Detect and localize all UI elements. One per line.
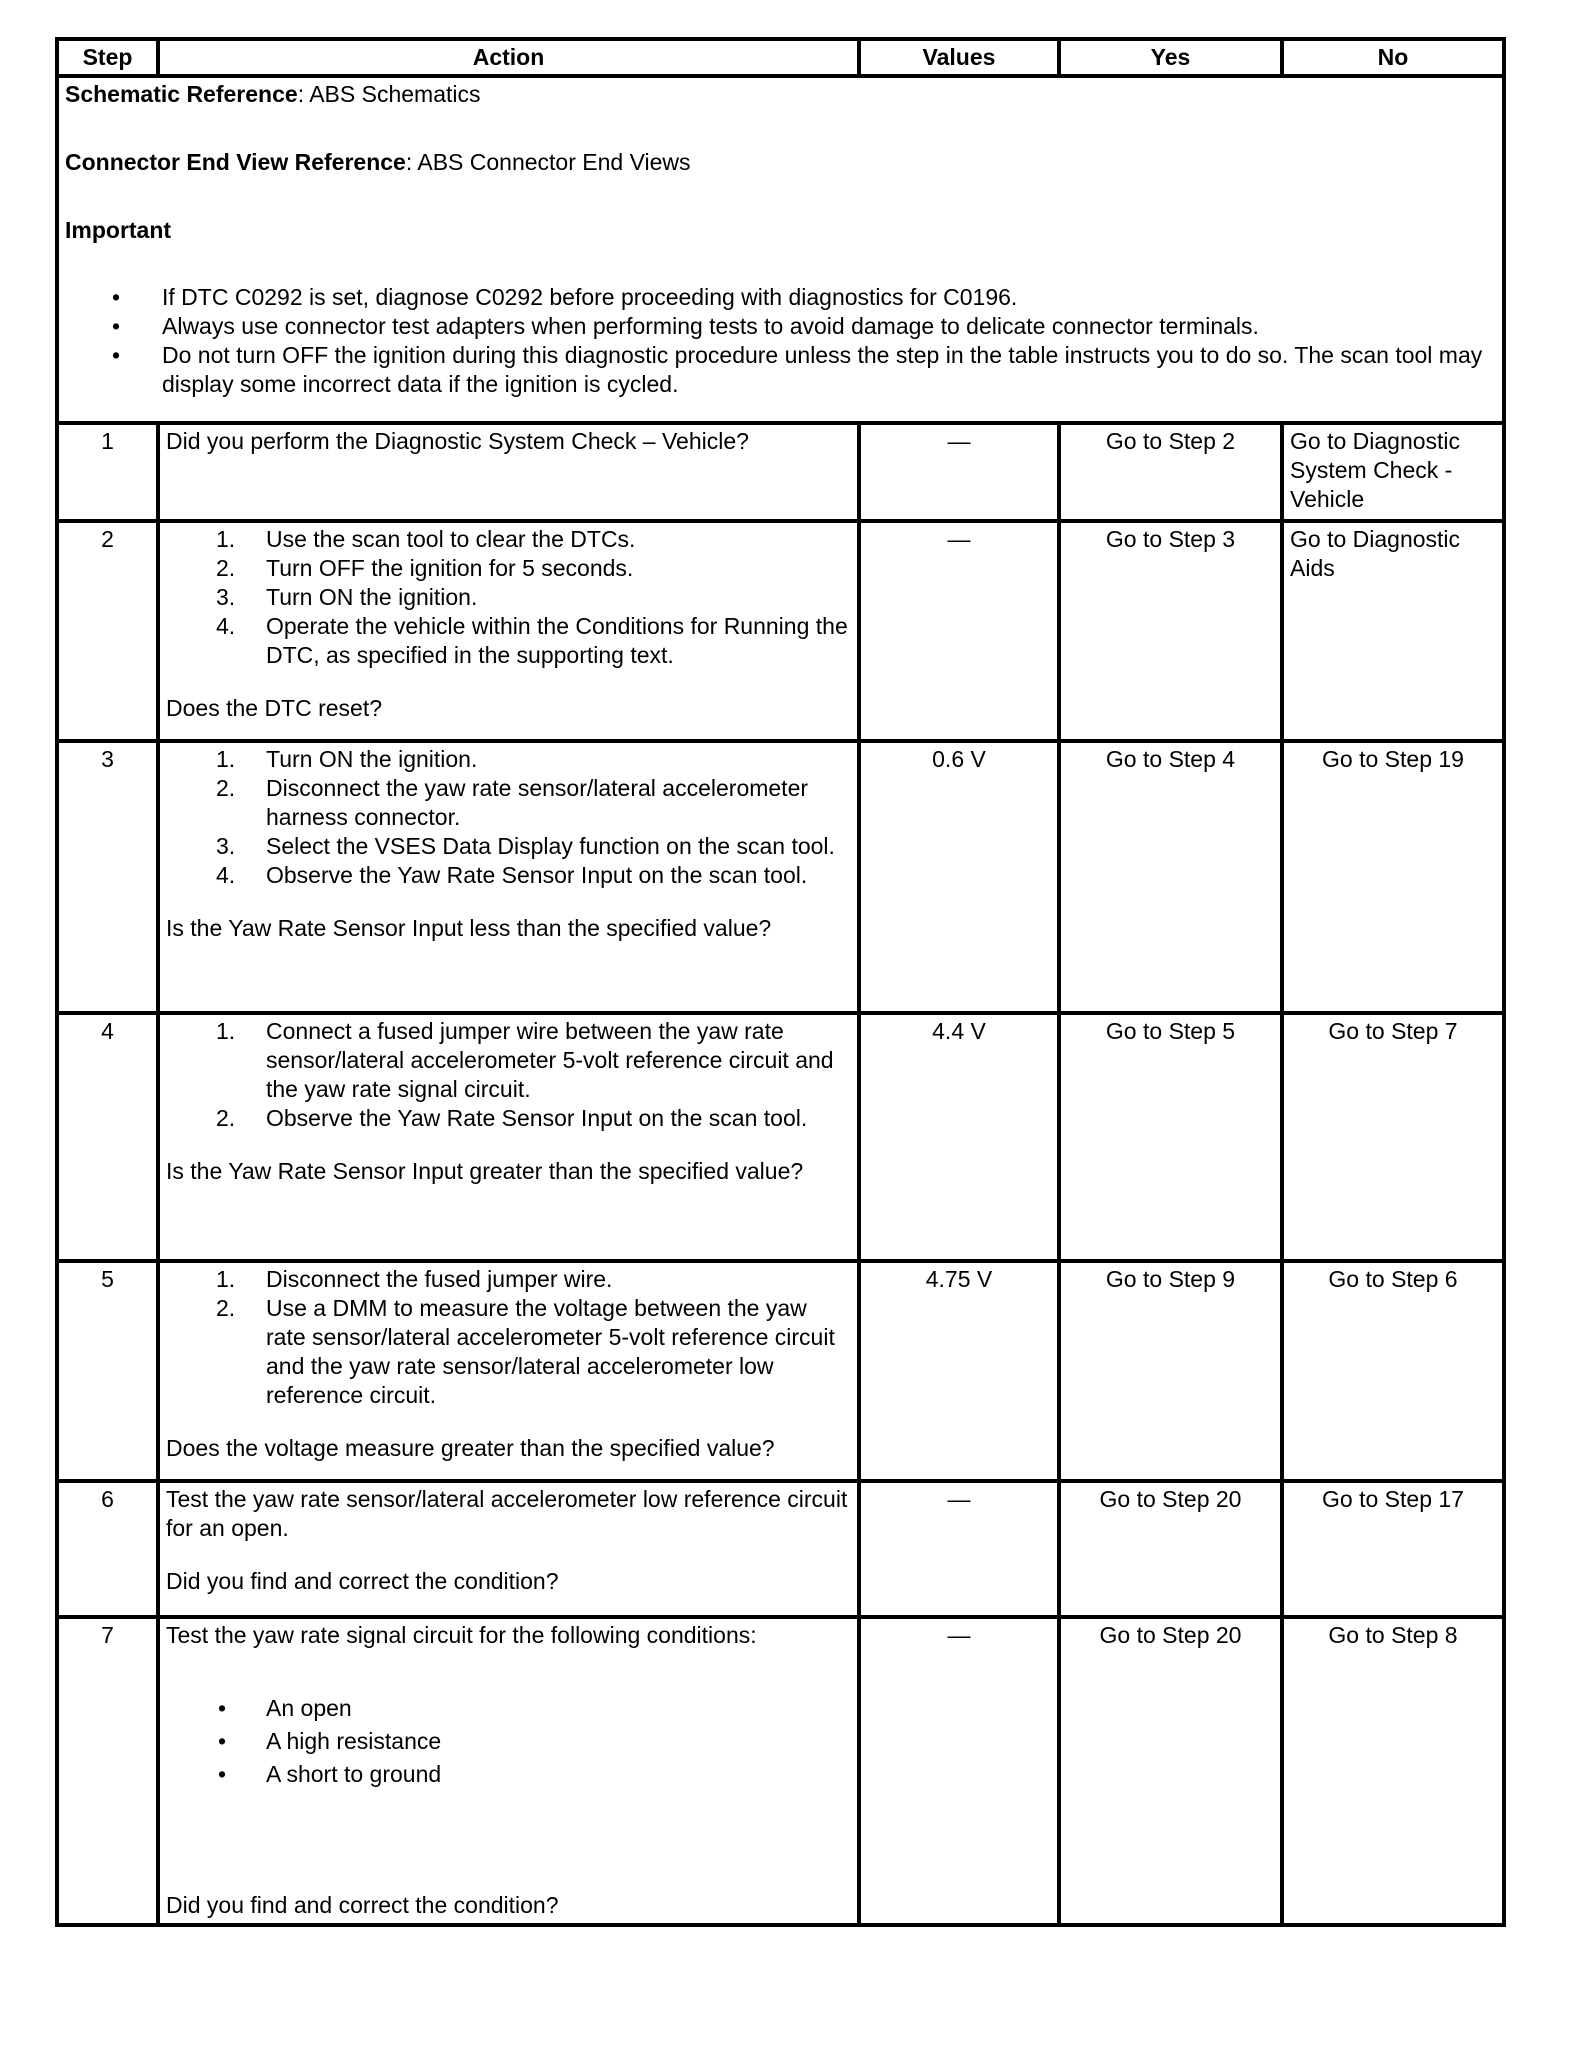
list-item: • Always use connector test adapters when performing tests to avoid damage to delicate connector terminals. <box>65 312 1496 341</box>
action-steps <box>166 745 851 890</box>
question: Is the Yaw Rate Sensor Input greater than the specified value? <box>166 1158 804 1184</box>
important-heading: Important <box>65 217 172 243</box>
question: Does the DTC reset? <box>166 695 383 721</box>
action-text: Test the yaw rate sensor/lateral accelerometer low reference circuit for an open. <box>166 1486 848 1541</box>
list-item: 1. Turn ON the ignition. <box>216 746 478 772</box>
value-cell: 4.4 V <box>859 1013 1059 1261</box>
notes-row <box>57 76 1504 423</box>
action-steps <box>166 525 851 670</box>
header-yes: Yes <box>1059 39 1282 76</box>
yes-cell: Go to Step 4 <box>1059 741 1282 1013</box>
diagnostic-table <box>55 37 1506 1927</box>
question: Is the Yaw Rate Sensor Input less than the specified value? <box>166 915 772 941</box>
action-cell <box>158 1013 859 1261</box>
list-item: • A short to ground <box>166 1760 851 1789</box>
step-number: 4 <box>57 1013 158 1261</box>
action-steps <box>166 1265 851 1410</box>
yes-cell: Go to Step 9 <box>1059 1261 1282 1481</box>
table-row <box>57 1013 1504 1261</box>
yes-cell: Go to Step 2 <box>1059 423 1282 521</box>
no-cell: Go to Diagnostic System Check - Vehicle <box>1282 423 1504 521</box>
value-cell: — <box>859 1617 1059 1925</box>
notes-cell <box>57 76 1504 423</box>
value-cell: — <box>859 521 1059 741</box>
list-item: 4. Observe the Yaw Rate Sensor Input on the scan tool. <box>216 862 808 888</box>
list-item: • If DTC C0292 is set, diagnose C0292 before proceeding with diagnostics for C0196. <box>65 283 1496 312</box>
list-item: 2. Use a DMM to measure the voltage between the yaw rate sensor/lateral accelerometer 5-volt reference circuit and the yaw rate sensor/lateral accelerometer low reference circuit. <box>216 1295 835 1408</box>
list-item: 2. Turn OFF the ignition for 5 seconds. <box>216 555 634 581</box>
action-steps <box>166 1017 851 1133</box>
list-item: 1. Use the scan tool to clear the DTCs. <box>216 526 636 552</box>
yes-cell: Go to Step 20 <box>1059 1481 1282 1617</box>
value-cell: — <box>859 423 1059 521</box>
list-item: • A high resistance <box>166 1727 851 1756</box>
header-step: Step <box>57 39 158 76</box>
value-cell: 0.6 V <box>859 741 1059 1013</box>
list-item: 1. Disconnect the fused jumper wire. <box>216 1266 613 1292</box>
value-cell: — <box>859 1481 1059 1617</box>
value-cell: 4.75 V <box>859 1261 1059 1481</box>
no-cell: Go to Step 6 <box>1282 1261 1504 1481</box>
no-cell: Go to Step 19 <box>1282 741 1504 1013</box>
yes-cell: Go to Step 5 <box>1059 1013 1282 1261</box>
action-cell <box>158 741 859 1013</box>
table-row <box>57 741 1504 1013</box>
no-cell: Go to Step 8 <box>1282 1617 1504 1925</box>
list-item: • An open <box>166 1694 851 1723</box>
action-cell <box>158 423 859 521</box>
step-number: 5 <box>57 1261 158 1481</box>
question: Did you find and correct the condition? <box>166 1568 559 1594</box>
no-cell: Go to Step 17 <box>1282 1481 1504 1617</box>
list-item: 3. Select the VSES Data Display function on the scan tool. <box>216 833 835 859</box>
step-number: 3 <box>57 741 158 1013</box>
table-row <box>57 1261 1504 1481</box>
list-item: • Do not turn OFF the ignition during this diagnostic procedure unless the step in the table instructs you to do so. The scan tool may display some incorrect data if the ignition is cycled. <box>65 341 1496 399</box>
action-text: Test the yaw rate signal circuit for the following conditions: <box>166 1622 757 1648</box>
schematic-reference: Schematic Reference: ABS Schematics <box>65 81 481 107</box>
table-row <box>57 1617 1504 1925</box>
connector-reference: Connector End View Reference: ABS Connector End Views <box>65 149 691 175</box>
yes-cell: Go to Step 20 <box>1059 1617 1282 1925</box>
question: Does the voltage measure greater than the specified value? <box>166 1435 775 1461</box>
list-item: 2. Observe the Yaw Rate Sensor Input on the scan tool. <box>216 1105 808 1131</box>
list-item: 4. Operate the vehicle within the Conditions for Running the DTC, as specified in the supporting text. <box>216 613 848 668</box>
list-item: 2. Disconnect the yaw rate sensor/lateral accelerometer harness connector. <box>216 775 809 830</box>
action-cell <box>158 1481 859 1617</box>
action-cell <box>158 1261 859 1481</box>
table-row <box>57 423 1504 521</box>
header-no: No <box>1282 39 1504 76</box>
table-row <box>57 521 1504 741</box>
step-number: 7 <box>57 1617 158 1925</box>
no-cell: Go to Diagnostic Aids <box>1282 521 1504 741</box>
important-list <box>65 283 1496 399</box>
header-row <box>57 39 1504 76</box>
step-number: 6 <box>57 1481 158 1617</box>
table-row <box>57 1481 1504 1617</box>
action-cell <box>158 1617 859 1925</box>
conditions-list <box>166 1694 851 1789</box>
list-item: 1. Connect a fused jumper wire between the yaw rate sensor/lateral accelerometer 5-volt reference circuit and the yaw rate signal circuit. <box>216 1018 834 1102</box>
action-text: Did you perform the Diagnostic System Check – Vehicle? <box>166 428 749 454</box>
step-number: 2 <box>57 521 158 741</box>
action-cell <box>158 521 859 741</box>
question: Did you find and correct the condition? <box>166 1892 559 1918</box>
step-number: 1 <box>57 423 158 521</box>
no-cell: Go to Step 7 <box>1282 1013 1504 1261</box>
header-values: Values <box>859 39 1059 76</box>
yes-cell: Go to Step 3 <box>1059 521 1282 741</box>
list-item: 3. Turn ON the ignition. <box>216 584 478 610</box>
header-action: Action <box>158 39 859 76</box>
